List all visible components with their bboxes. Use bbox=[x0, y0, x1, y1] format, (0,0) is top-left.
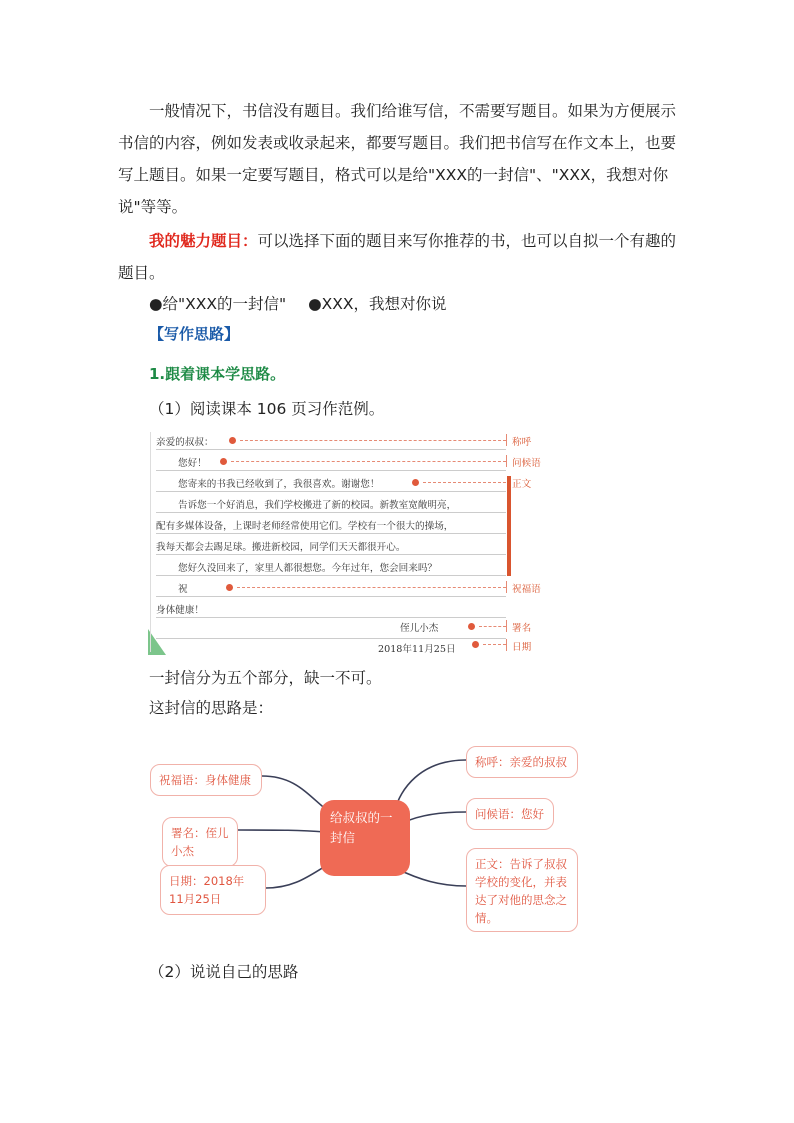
letter-line: 我每天都会去踢足球。搬进新校园，同学们天天都很开心。 bbox=[156, 542, 406, 553]
letter-left-edge bbox=[150, 432, 152, 652]
tag-signature: 署名 bbox=[512, 623, 532, 634]
tag-blessing: 祝福语 bbox=[512, 584, 541, 595]
marker-dot bbox=[220, 458, 227, 465]
charm-title-label: 我的魅力题目： bbox=[149, 232, 258, 250]
tag-body: 正文 bbox=[512, 479, 532, 490]
step2-subheading: （2）说说自己的思路 bbox=[149, 963, 299, 981]
summary-line-1: 一封信分为五个部分，缺一不可。 bbox=[149, 669, 382, 687]
letter-line: 亲爱的叔叔： bbox=[156, 437, 214, 448]
letter-line: 身体健康！ bbox=[156, 605, 204, 616]
letter-rule bbox=[156, 449, 506, 450]
letter-rule bbox=[156, 470, 506, 471]
tag-greeting: 问候语 bbox=[512, 458, 541, 469]
letter-line: 告诉您一个好消息，我们学校搬进了新的校园。新教室宽敞明亮， bbox=[178, 500, 457, 511]
marker-dash bbox=[240, 440, 506, 441]
tag-divider bbox=[506, 455, 510, 467]
letter-rule bbox=[156, 491, 506, 492]
letter-rule bbox=[156, 617, 506, 618]
tag-divider bbox=[506, 620, 510, 632]
node-date: 日期：2018年11月25日 bbox=[160, 865, 266, 915]
charm-title-text: 可以选择下面的题目来写你推荐的书，也可以自拟一个有趣的题目。 bbox=[118, 232, 677, 282]
marker-dash bbox=[483, 644, 506, 645]
tag-divider bbox=[506, 434, 510, 446]
section-heading: 【写作思路】 bbox=[149, 325, 240, 343]
node-salutation: 称呼：亲爱的叔叔 bbox=[466, 746, 578, 778]
title-option-2: ●XXX，我想对你说 bbox=[308, 295, 447, 313]
step1-heading: 1.跟着课本学思路。 bbox=[149, 365, 286, 383]
marker-dash bbox=[423, 482, 506, 483]
node-blessing: 祝福语：身体健康 bbox=[150, 764, 262, 796]
letter-line: 侄儿小杰 bbox=[400, 623, 439, 634]
node-body: 正文：告诉了叔叔学校的变化，并表达了对他的思念之情。 bbox=[466, 848, 578, 932]
letter-line: 2018年11月25日 bbox=[378, 644, 456, 655]
charm-title-paragraph bbox=[118, 225, 678, 289]
tag-divider bbox=[506, 639, 510, 651]
marker-dot bbox=[229, 437, 236, 444]
letter-line: 您好久没回来了，家里人都很想您。今年过年，您会回来吗？ bbox=[178, 563, 438, 574]
letter-line: 配有多媒体设备，上课时老师经常使用它们。学校有一个很大的操场， bbox=[156, 521, 454, 532]
marker-dot bbox=[472, 641, 479, 648]
page-corner-decoration bbox=[146, 627, 166, 655]
marker-dot bbox=[412, 479, 419, 486]
marker-dot bbox=[226, 584, 233, 591]
letter-line: 您寄来的书我已经收到了，我很喜欢。谢谢您！ bbox=[178, 479, 380, 490]
marker-dash bbox=[237, 587, 506, 588]
node-greeting: 问候语：您好 bbox=[466, 798, 554, 830]
tag-salutation: 称呼 bbox=[512, 437, 532, 448]
letter-rule bbox=[156, 533, 506, 534]
mind-map-center: 给叔叔的一封信 bbox=[320, 800, 410, 876]
letter-rule bbox=[156, 554, 506, 555]
marker-dot bbox=[468, 623, 475, 630]
letter-line: 祝 bbox=[178, 584, 188, 595]
step1-subheading: （1）阅读课本 106 页习作范例。 bbox=[149, 400, 385, 418]
letter-sample-figure bbox=[150, 432, 545, 655]
marker-dash bbox=[231, 461, 506, 462]
marker-dash bbox=[479, 626, 506, 627]
letter-rule bbox=[156, 596, 506, 597]
title-options bbox=[149, 288, 709, 320]
intro-paragraph: 一般情况下，书信没有题目。我们给谁写信，不需要写题目。如果为方便展示书信的内容，例如发表或收录起来，都要写题目。我们把书信写在作文本上，也要写上题目。如果一定要写题目，格式可以是给"XXX的一封信"、"XXX，我想对你说"等等。 bbox=[118, 102, 677, 216]
letter-rule bbox=[156, 638, 506, 639]
letter-rule bbox=[156, 512, 506, 513]
title-option-1: ●给"XXX的一封信" bbox=[149, 295, 287, 313]
tag-divider bbox=[506, 581, 510, 593]
node-signature: 署名：侄儿小杰 bbox=[162, 817, 238, 867]
letter-line: 您好！ bbox=[178, 458, 207, 469]
tag-date: 日期 bbox=[512, 642, 532, 653]
mind-map bbox=[150, 730, 590, 945]
body-bracket bbox=[507, 476, 511, 576]
letter-rule bbox=[156, 575, 506, 576]
summary-line-2: 这封信的思路是： bbox=[149, 699, 274, 717]
